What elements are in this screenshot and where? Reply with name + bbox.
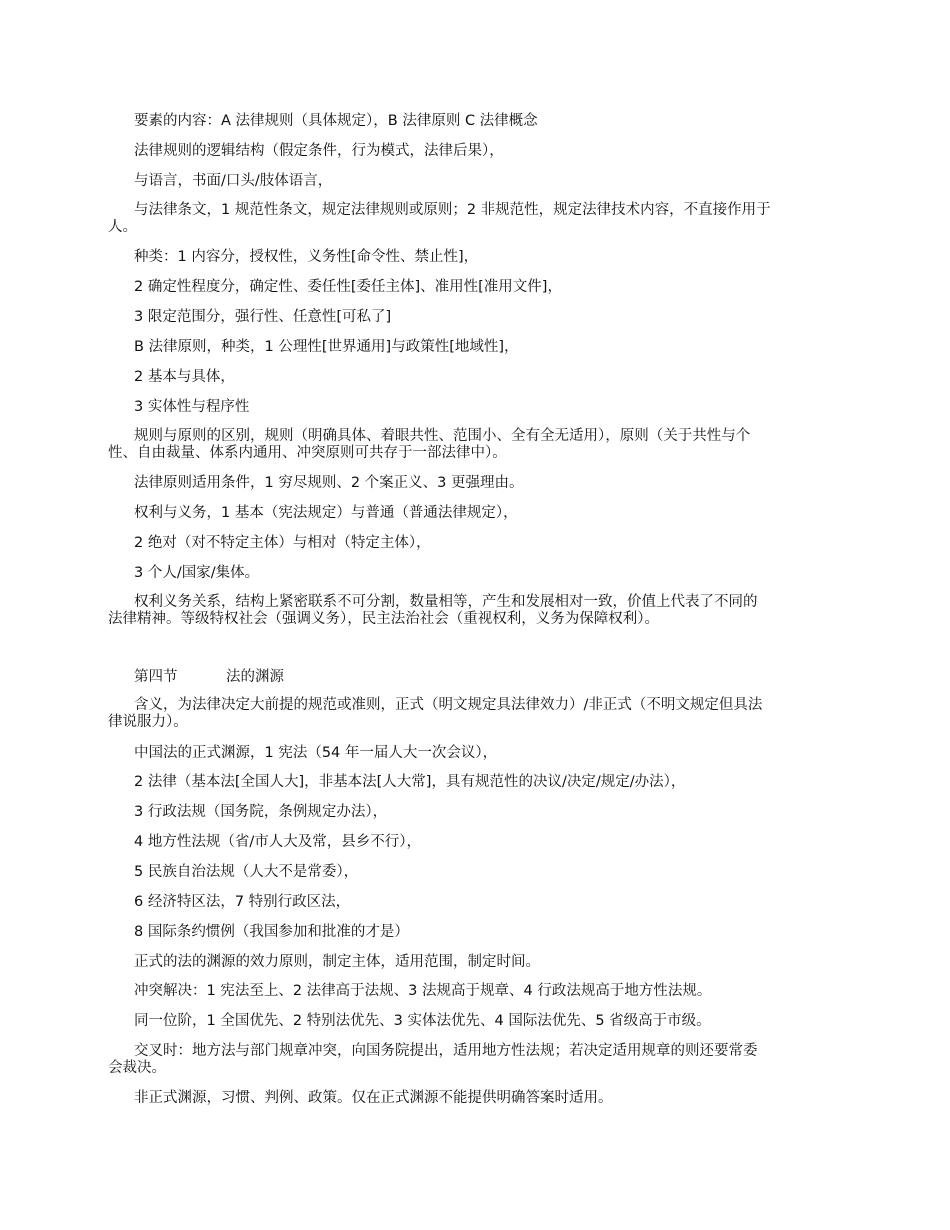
paragraph: 交叉时：地方法与部门规章冲突，向国务院提出，适用地方性法规；若决定适用规章的则还要常委 会裁决。 [108,1043,758,1076]
paragraph: 正式的法的渊源的效力原则，制定主体，适用范围，制定时间。 [134,954,540,970]
paragraph: 与法律条文，1 规范性条文，规定法律规则或原则；2 非规范性，规定法律技术内容，不直接作用于 人。 [108,202,771,235]
paragraph: 2 基本与具体， [134,369,235,385]
paragraph: 种类：1 内容分，授权性，义务性[命令性、禁止性]， [134,249,479,265]
paragraph: 权利义务关系，结构上紧密联系不可分割，数量相等，产生和发展相对一致，价值上代表了不同的 法律精神。等级特权社会（强调义务），民主法治社会（重视权利，义务为保障权利）。 [108,594,758,627]
paragraph: 中国法的正式渊源，1 宪法（54 年一届人大一次会议）， [134,745,498,761]
paragraph: 8 国际条约惯例（我国参加和批准的才是） [134,924,409,940]
paragraph: 3 个人/国家/集体。 [134,565,260,581]
paragraph: 冲突解决：1 宪法至上、2 法律高于法规、3 法规高于规章、4 行政法规高于地方性法规。 [134,983,712,999]
paragraph: B 法律原则，种类，1 公理性[世界通用]与政策性[地域性]， [134,339,519,355]
section-heading [134,669,284,686]
paragraph: 要素的内容：A 法律规则（具体规定），B 法律原则 C 法律概念 [134,113,538,129]
paragraph: 2 确定性程度分，确定性、委任性[委任主体]、准用性[准用文件]， [134,279,562,295]
paragraph: 规则与原则的区别，规则（明确具体、着眼共性、范围小、全有全无适用），原则（关于共性与个 性、自由裁量、体系内通用、冲突原则可共存于一部法律中）。 [108,428,751,461]
paragraph: 3 限定范围分，强行性、任意性[可私了] [134,309,392,325]
paragraph: 3 实体性与程序性 [134,399,250,415]
paragraph: 5 民族自治法规（人大不是常委）， [134,864,359,880]
paragraph: 2 绝对（对不特定主体）与相对（特定主体）， [134,535,431,551]
paragraph: 与语言，书面/口头/肢体语言， [134,173,333,189]
section-title: 法的渊源 [226,669,284,685]
paragraph: 3 行政法规（国务院，条例规定办法）， [134,804,388,820]
paragraph: 非正式渊源，习惯、判例、政策。仅在正式渊源不能提供明确答案时适用。 [134,1090,613,1106]
paragraph: 权利与义务，1 基本（宪法规定）与普通（普通法律规定）， [134,505,518,521]
paragraph: 6 经济特区法，7 特别行政区法， [134,894,351,910]
paragraph: 法律原则适用条件，1 穷尽规则、2 个案正义、3 更强理由。 [134,475,524,491]
paragraph: 含义，为法律决定大前提的规范或准则，正式（明文规定具法律效力）/非正式（不明文规定但具法 律说服力）。 [108,697,763,730]
section-number: 第四节 [134,669,178,685]
paragraph: 2 法律（基本法[全国人大]，非基本法[人大常]，具有规范性的决议/决定/规定/办法）， [134,774,686,790]
paragraph: 法律规则的逻辑结构（假定条件，行为模式，法律后果）， [134,143,504,159]
paragraph: 同一位阶，1 全国优先、2 特别法优先、3 实体法优先、4 国际法优先、5 省级高于市级。 [134,1013,711,1029]
paragraph: 4 地方性法规（省/市人大及常，县乡不行）， [134,834,421,850]
